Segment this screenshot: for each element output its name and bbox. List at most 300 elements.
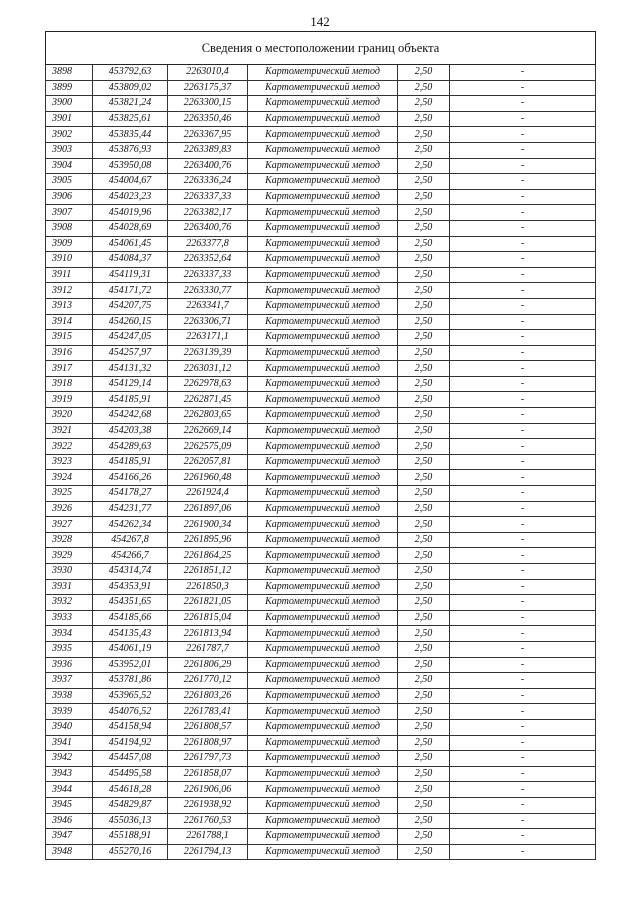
x-coordinate-cell: 454131,32: [93, 361, 168, 377]
method-cell: Картометрический метод: [248, 657, 398, 673]
method-cell: Картометрический метод: [248, 454, 398, 470]
method-cell: Картометрический метод: [248, 205, 398, 221]
method-cell: Картометрический метод: [248, 610, 398, 626]
x-coordinate-cell: 454495,58: [93, 766, 168, 782]
y-coordinate-cell: 2262803,65: [168, 408, 248, 424]
x-coordinate-cell: 454247,05: [93, 330, 168, 346]
description-cell: -: [450, 610, 596, 626]
accuracy-cell: 2,50: [398, 454, 450, 470]
description-cell: -: [450, 766, 596, 782]
description-cell: -: [450, 595, 596, 611]
accuracy-cell: 2,50: [398, 345, 450, 361]
accuracy-cell: 2,50: [398, 844, 450, 860]
point-number-cell: 3900: [46, 96, 93, 112]
description-cell: -: [450, 579, 596, 595]
table-row: [46, 111, 596, 127]
point-number-cell: 3910: [46, 252, 93, 268]
x-coordinate-cell: 454185,91: [93, 392, 168, 408]
accuracy-cell: 2,50: [398, 127, 450, 143]
x-coordinate-cell: 454266,7: [93, 548, 168, 564]
table-row: [46, 579, 596, 595]
x-coordinate-cell: 454194,92: [93, 735, 168, 751]
method-cell: Картометрический метод: [248, 813, 398, 829]
point-number-cell: 3928: [46, 532, 93, 548]
accuracy-cell: 2,50: [398, 657, 450, 673]
boundary-points-table: [45, 31, 596, 860]
accuracy-cell: 2,50: [398, 236, 450, 252]
y-coordinate-cell: 2263171,1: [168, 330, 248, 346]
x-coordinate-cell: 454171,72: [93, 283, 168, 299]
y-coordinate-cell: 2261938,92: [168, 797, 248, 813]
table-row: [46, 158, 596, 174]
point-number-cell: 3939: [46, 704, 93, 720]
table-row: [46, 641, 596, 657]
table-row: [46, 532, 596, 548]
method-cell: Картометрический метод: [248, 330, 398, 346]
method-cell: Картометрический метод: [248, 252, 398, 268]
description-cell: -: [450, 111, 596, 127]
y-coordinate-cell: 2261808,57: [168, 719, 248, 735]
method-cell: Картометрический метод: [248, 174, 398, 190]
x-coordinate-cell: 454457,08: [93, 751, 168, 767]
accuracy-cell: 2,50: [398, 376, 450, 392]
method-cell: Картометрический метод: [248, 65, 398, 81]
y-coordinate-cell: 2261821,05: [168, 595, 248, 611]
x-coordinate-cell: 454185,66: [93, 610, 168, 626]
x-coordinate-cell: 453792,63: [93, 65, 168, 81]
description-cell: -: [450, 844, 596, 860]
table-row: [46, 548, 596, 564]
method-cell: Картометрический метод: [248, 127, 398, 143]
method-cell: Картометрический метод: [248, 283, 398, 299]
description-cell: -: [450, 220, 596, 236]
table-row: [46, 423, 596, 439]
y-coordinate-cell: 2262978,63: [168, 376, 248, 392]
y-coordinate-cell: 2263337,33: [168, 189, 248, 205]
description-cell: -: [450, 298, 596, 314]
y-coordinate-cell: 2263350,46: [168, 111, 248, 127]
description-cell: -: [450, 314, 596, 330]
y-coordinate-cell: 2261803,26: [168, 688, 248, 704]
y-coordinate-cell: 2261900,34: [168, 517, 248, 533]
description-cell: -: [450, 174, 596, 190]
y-coordinate-cell: 2263031,12: [168, 361, 248, 377]
table-row: [46, 470, 596, 486]
x-coordinate-cell: 454166,26: [93, 470, 168, 486]
method-cell: Картометрический метод: [248, 595, 398, 611]
description-cell: -: [450, 470, 596, 486]
point-number-cell: 3905: [46, 174, 93, 190]
table-row: [46, 751, 596, 767]
y-coordinate-cell: 2261787,7: [168, 641, 248, 657]
x-coordinate-cell: 454267,8: [93, 532, 168, 548]
accuracy-cell: 2,50: [398, 80, 450, 96]
table-row: [46, 142, 596, 158]
method-cell: Картометрический метод: [248, 564, 398, 580]
accuracy-cell: 2,50: [398, 111, 450, 127]
description-cell: -: [450, 361, 596, 377]
method-cell: Картометрический метод: [248, 751, 398, 767]
accuracy-cell: 2,50: [398, 423, 450, 439]
method-cell: Картометрический метод: [248, 439, 398, 455]
point-number-cell: 3911: [46, 267, 93, 283]
point-number-cell: 3907: [46, 205, 93, 221]
accuracy-cell: 2,50: [398, 361, 450, 377]
method-cell: Картометрический метод: [248, 111, 398, 127]
y-coordinate-cell: 2261864,25: [168, 548, 248, 564]
description-cell: -: [450, 454, 596, 470]
x-coordinate-cell: 454257,97: [93, 345, 168, 361]
description-cell: -: [450, 517, 596, 533]
point-number-cell: 3901: [46, 111, 93, 127]
method-cell: Картометрический метод: [248, 314, 398, 330]
description-cell: -: [450, 564, 596, 580]
x-coordinate-cell: 454289,63: [93, 439, 168, 455]
y-coordinate-cell: 2261806,29: [168, 657, 248, 673]
description-cell: -: [450, 158, 596, 174]
method-cell: Картометрический метод: [248, 189, 398, 205]
description-cell: -: [450, 65, 596, 81]
method-cell: Картометрический метод: [248, 142, 398, 158]
point-number-cell: 3915: [46, 330, 93, 346]
x-coordinate-cell: 454023,23: [93, 189, 168, 205]
method-cell: Картометрический метод: [248, 517, 398, 533]
accuracy-cell: 2,50: [398, 797, 450, 813]
accuracy-cell: 2,50: [398, 392, 450, 408]
point-number-cell: 3948: [46, 844, 93, 860]
x-coordinate-cell: 453950,08: [93, 158, 168, 174]
x-coordinate-cell: 454061,45: [93, 236, 168, 252]
point-number-cell: 3906: [46, 189, 93, 205]
y-coordinate-cell: 2261906,06: [168, 782, 248, 798]
accuracy-cell: 2,50: [398, 65, 450, 81]
point-number-cell: 3920: [46, 408, 93, 424]
table-row: [46, 65, 596, 81]
description-cell: -: [450, 267, 596, 283]
x-coordinate-cell: 454207,75: [93, 298, 168, 314]
description-cell: -: [450, 486, 596, 502]
table-body: [46, 65, 596, 860]
y-coordinate-cell: 2261851,12: [168, 564, 248, 580]
description-cell: -: [450, 704, 596, 720]
point-number-cell: 3923: [46, 454, 93, 470]
point-number-cell: 3903: [46, 142, 93, 158]
accuracy-cell: 2,50: [398, 314, 450, 330]
accuracy-cell: 2,50: [398, 719, 450, 735]
accuracy-cell: 2,50: [398, 174, 450, 190]
table-row: [46, 813, 596, 829]
description-cell: -: [450, 532, 596, 548]
accuracy-cell: 2,50: [398, 673, 450, 689]
y-coordinate-cell: 2261797,73: [168, 751, 248, 767]
point-number-cell: 3938: [46, 688, 93, 704]
table-row: [46, 220, 596, 236]
accuracy-cell: 2,50: [398, 766, 450, 782]
y-coordinate-cell: 2262575,09: [168, 439, 248, 455]
accuracy-cell: 2,50: [398, 688, 450, 704]
point-number-cell: 3930: [46, 564, 93, 580]
table-row: [46, 517, 596, 533]
accuracy-cell: 2,50: [398, 252, 450, 268]
table-row: [46, 626, 596, 642]
method-cell: Картометрический метод: [248, 236, 398, 252]
point-number-cell: 3941: [46, 735, 93, 751]
point-number-cell: 3933: [46, 610, 93, 626]
y-coordinate-cell: 2261783,41: [168, 704, 248, 720]
point-number-cell: 3945: [46, 797, 93, 813]
point-number-cell: 3908: [46, 220, 93, 236]
y-coordinate-cell: 2261850,3: [168, 579, 248, 595]
y-coordinate-cell: 2263300,15: [168, 96, 248, 112]
description-cell: -: [450, 283, 596, 299]
x-coordinate-cell: 454119,31: [93, 267, 168, 283]
y-coordinate-cell: 2261815,04: [168, 610, 248, 626]
method-cell: Картометрический метод: [248, 782, 398, 798]
description-cell: -: [450, 735, 596, 751]
point-number-cell: 3943: [46, 766, 93, 782]
description-cell: -: [450, 96, 596, 112]
x-coordinate-cell: 453821,24: [93, 96, 168, 112]
description-cell: -: [450, 330, 596, 346]
x-coordinate-cell: 455270,16: [93, 844, 168, 860]
table-row: [46, 361, 596, 377]
point-number-cell: 3944: [46, 782, 93, 798]
point-number-cell: 3937: [46, 673, 93, 689]
x-coordinate-cell: 454353,91: [93, 579, 168, 595]
method-cell: Картометрический метод: [248, 392, 398, 408]
description-cell: -: [450, 641, 596, 657]
accuracy-cell: 2,50: [398, 96, 450, 112]
x-coordinate-cell: 454260,15: [93, 314, 168, 330]
x-coordinate-cell: 453876,93: [93, 142, 168, 158]
point-number-cell: 3927: [46, 517, 93, 533]
description-cell: -: [450, 688, 596, 704]
y-coordinate-cell: 2263382,17: [168, 205, 248, 221]
x-coordinate-cell: 454061,19: [93, 641, 168, 657]
accuracy-cell: 2,50: [398, 532, 450, 548]
method-cell: Картометрический метод: [248, 501, 398, 517]
y-coordinate-cell: 2261760,53: [168, 813, 248, 829]
accuracy-cell: 2,50: [398, 704, 450, 720]
accuracy-cell: 2,50: [398, 829, 450, 845]
accuracy-cell: 2,50: [398, 205, 450, 221]
x-coordinate-cell: 454314,74: [93, 564, 168, 580]
table-row: [46, 719, 596, 735]
accuracy-cell: 2,50: [398, 579, 450, 595]
y-coordinate-cell: 2263306,71: [168, 314, 248, 330]
point-number-cell: 3947: [46, 829, 93, 845]
table-row: [46, 595, 596, 611]
accuracy-cell: 2,50: [398, 267, 450, 283]
table-row: [46, 704, 596, 720]
x-coordinate-cell: 454351,65: [93, 595, 168, 611]
accuracy-cell: 2,50: [398, 189, 450, 205]
table-row: [46, 345, 596, 361]
table-row: [46, 610, 596, 626]
description-cell: -: [450, 376, 596, 392]
description-cell: -: [450, 626, 596, 642]
y-coordinate-cell: 2261770,12: [168, 673, 248, 689]
method-cell: Картометрический метод: [248, 844, 398, 860]
y-coordinate-cell: 2263330,77: [168, 283, 248, 299]
table-row: [46, 766, 596, 782]
x-coordinate-cell: 454084,37: [93, 252, 168, 268]
description-cell: -: [450, 782, 596, 798]
table-row: [46, 673, 596, 689]
method-cell: Картометрический метод: [248, 797, 398, 813]
table-row: [46, 439, 596, 455]
x-coordinate-cell: 454829,87: [93, 797, 168, 813]
method-cell: Картометрический метод: [248, 376, 398, 392]
table-title: Сведения о местоположении границ объекта: [46, 32, 596, 65]
method-cell: Картометрический метод: [248, 158, 398, 174]
x-coordinate-cell: 455188,91: [93, 829, 168, 845]
y-coordinate-cell: 2263341,7: [168, 298, 248, 314]
method-cell: Картометрический метод: [248, 298, 398, 314]
description-cell: -: [450, 548, 596, 564]
y-coordinate-cell: 2261788,1: [168, 829, 248, 845]
method-cell: Картометрический метод: [248, 80, 398, 96]
x-coordinate-cell: 454019,96: [93, 205, 168, 221]
x-coordinate-cell: 454231,77: [93, 501, 168, 517]
table-row: [46, 314, 596, 330]
accuracy-cell: 2,50: [398, 470, 450, 486]
y-coordinate-cell: 2263352,64: [168, 252, 248, 268]
point-number-cell: 3940: [46, 719, 93, 735]
y-coordinate-cell: 2261895,96: [168, 532, 248, 548]
accuracy-cell: 2,50: [398, 486, 450, 502]
accuracy-cell: 2,50: [398, 283, 450, 299]
accuracy-cell: 2,50: [398, 548, 450, 564]
table-row: [46, 454, 596, 470]
point-number-cell: 3919: [46, 392, 93, 408]
table-row: [46, 330, 596, 346]
y-coordinate-cell: 2261924,4: [168, 486, 248, 502]
point-number-cell: 3909: [46, 236, 93, 252]
accuracy-cell: 2,50: [398, 751, 450, 767]
accuracy-cell: 2,50: [398, 142, 450, 158]
y-coordinate-cell: 2261813,94: [168, 626, 248, 642]
point-number-cell: 3926: [46, 501, 93, 517]
accuracy-cell: 2,50: [398, 641, 450, 657]
y-coordinate-cell: 2263175,37: [168, 80, 248, 96]
y-coordinate-cell: 2262871,45: [168, 392, 248, 408]
y-coordinate-cell: 2261960,48: [168, 470, 248, 486]
point-number-cell: 3899: [46, 80, 93, 96]
x-coordinate-cell: 454158,94: [93, 719, 168, 735]
description-cell: -: [450, 657, 596, 673]
method-cell: Картометрический метод: [248, 688, 398, 704]
accuracy-cell: 2,50: [398, 595, 450, 611]
method-cell: Картометрический метод: [248, 408, 398, 424]
point-number-cell: 3902: [46, 127, 93, 143]
point-number-cell: 3912: [46, 283, 93, 299]
description-cell: -: [450, 751, 596, 767]
description-cell: -: [450, 252, 596, 268]
description-cell: -: [450, 423, 596, 439]
x-coordinate-cell: 454618,28: [93, 782, 168, 798]
point-number-cell: 3942: [46, 751, 93, 767]
description-cell: -: [450, 813, 596, 829]
table-row: [46, 408, 596, 424]
accuracy-cell: 2,50: [398, 158, 450, 174]
x-coordinate-cell: 454028,69: [93, 220, 168, 236]
table-row: [46, 205, 596, 221]
table-row: [46, 735, 596, 751]
point-number-cell: 3934: [46, 626, 93, 642]
point-number-cell: 3917: [46, 361, 93, 377]
point-number-cell: 3946: [46, 813, 93, 829]
table-row: [46, 844, 596, 860]
table-row: [46, 829, 596, 845]
description-cell: -: [450, 501, 596, 517]
method-cell: Картометрический метод: [248, 96, 398, 112]
y-coordinate-cell: 2261808,97: [168, 735, 248, 751]
table-row: [46, 657, 596, 673]
description-cell: -: [450, 189, 596, 205]
accuracy-cell: 2,50: [398, 330, 450, 346]
x-coordinate-cell: 453835,44: [93, 127, 168, 143]
description-cell: -: [450, 345, 596, 361]
y-coordinate-cell: 2263336,24: [168, 174, 248, 190]
description-cell: -: [450, 142, 596, 158]
y-coordinate-cell: 2262057,81: [168, 454, 248, 470]
point-number-cell: 3931: [46, 579, 93, 595]
table-row: [46, 392, 596, 408]
y-coordinate-cell: 2263337,33: [168, 267, 248, 283]
accuracy-cell: 2,50: [398, 517, 450, 533]
method-cell: Картометрический метод: [248, 641, 398, 657]
method-cell: Картометрический метод: [248, 673, 398, 689]
table-row: [46, 376, 596, 392]
table-row: [46, 80, 596, 96]
x-coordinate-cell: 454076,52: [93, 704, 168, 720]
table-row: [46, 189, 596, 205]
x-coordinate-cell: 454004,67: [93, 174, 168, 190]
method-cell: Картометрический метод: [248, 719, 398, 735]
accuracy-cell: 2,50: [398, 626, 450, 642]
x-coordinate-cell: 454129,14: [93, 376, 168, 392]
accuracy-cell: 2,50: [398, 735, 450, 751]
point-number-cell: 3929: [46, 548, 93, 564]
table-row: [46, 797, 596, 813]
method-cell: Картометрический метод: [248, 486, 398, 502]
description-cell: -: [450, 80, 596, 96]
y-coordinate-cell: 2263139,39: [168, 345, 248, 361]
y-coordinate-cell: 2263400,76: [168, 158, 248, 174]
table-row: [46, 688, 596, 704]
x-coordinate-cell: 453952,01: [93, 657, 168, 673]
point-number-cell: 3904: [46, 158, 93, 174]
point-number-cell: 3935: [46, 641, 93, 657]
table-row: [46, 252, 596, 268]
method-cell: Картометрический метод: [248, 829, 398, 845]
description-cell: -: [450, 673, 596, 689]
point-number-cell: 3916: [46, 345, 93, 361]
description-cell: -: [450, 829, 596, 845]
table-row: [46, 782, 596, 798]
y-coordinate-cell: 2263377,8: [168, 236, 248, 252]
description-cell: -: [450, 205, 596, 221]
method-cell: Картометрический метод: [248, 704, 398, 720]
y-coordinate-cell: 2263010,4: [168, 65, 248, 81]
point-number-cell: 3924: [46, 470, 93, 486]
y-coordinate-cell: 2261858,07: [168, 766, 248, 782]
y-coordinate-cell: 2263400,76: [168, 220, 248, 236]
method-cell: Картометрический метод: [248, 345, 398, 361]
accuracy-cell: 2,50: [398, 813, 450, 829]
x-coordinate-cell: 453809,02: [93, 80, 168, 96]
